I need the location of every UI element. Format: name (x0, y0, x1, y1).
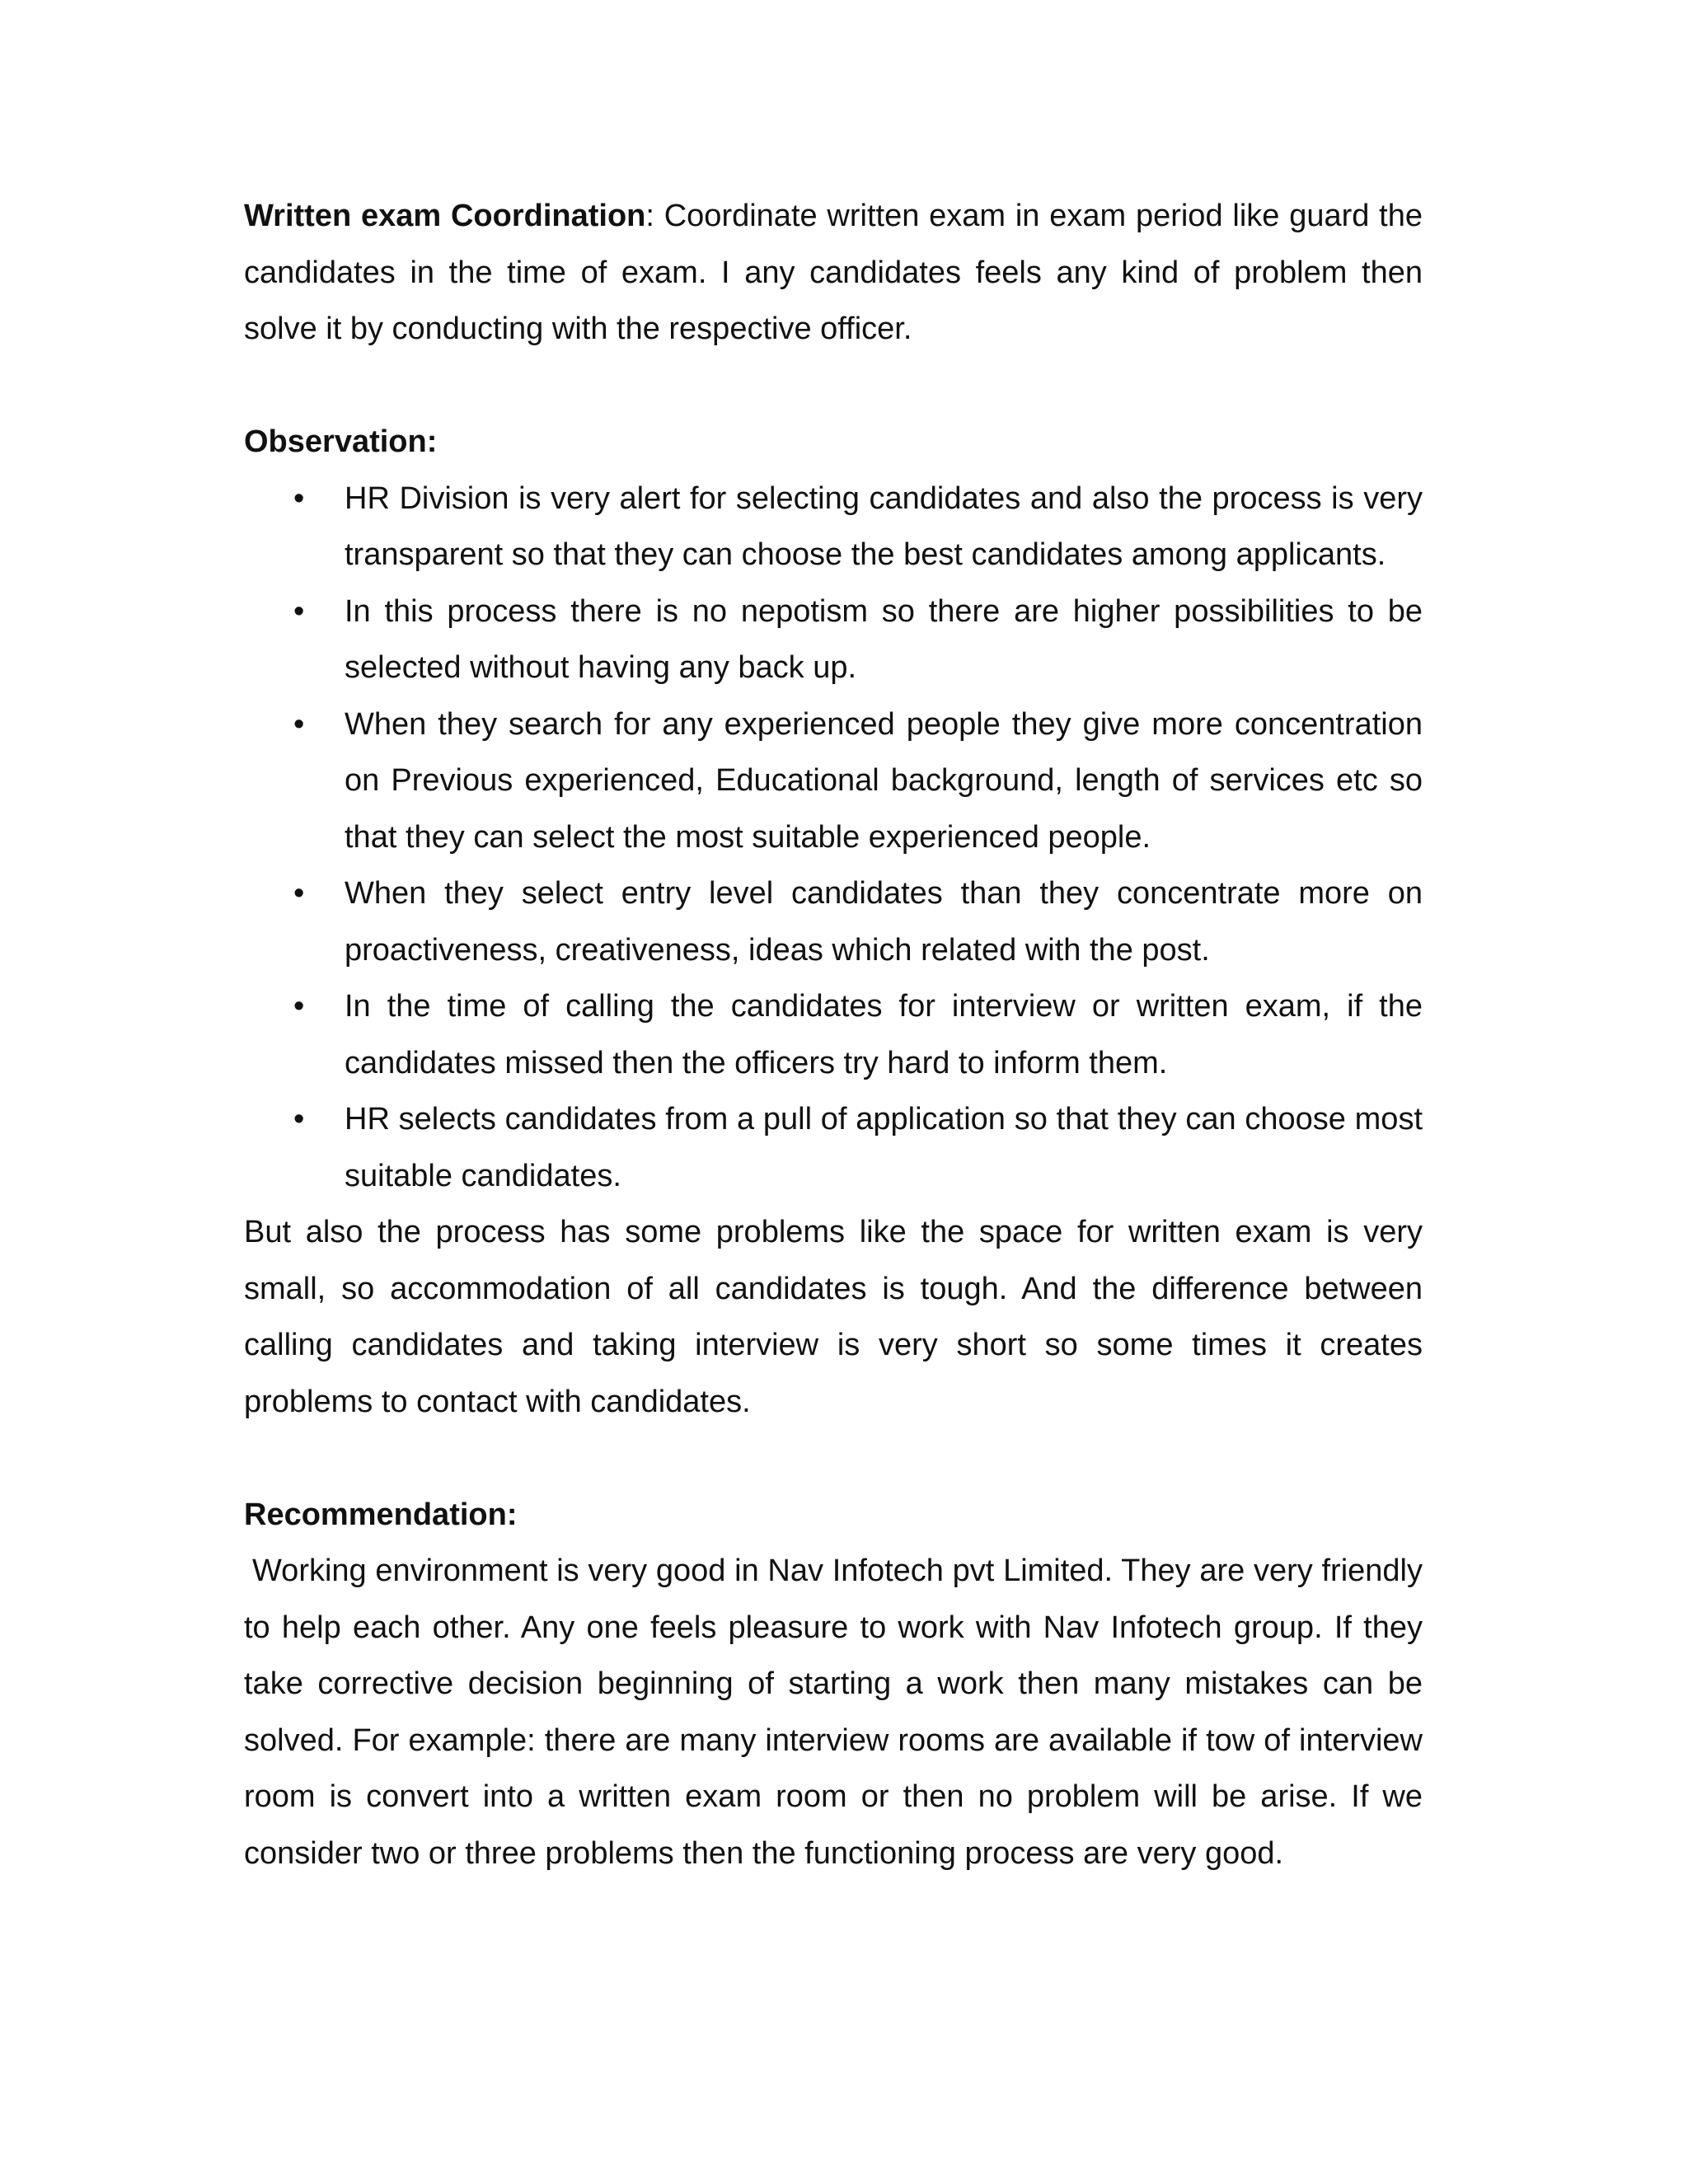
observation-item-6 (244, 1091, 1423, 1204)
bullet-icon: • (293, 480, 305, 516)
bullet-icon: • (293, 989, 305, 1024)
written-exam-separator: : (645, 199, 654, 233)
spacer (244, 358, 1423, 415)
recommendation-heading: Recommendation: (244, 1497, 518, 1532)
written-exam-text: Coordinate written exam in exam period like guard the candidates in the time of exam. I any candidates feels any kind of problem then solve it by conducting with the respective officer. (244, 199, 1423, 346)
bullet-icon: • (293, 706, 305, 742)
observation-list (244, 471, 1423, 1205)
observation-item-5 (244, 978, 1423, 1091)
observation-closing-paragraph: But also the process has some problems like the space for written exam is very small, so accommodation of all candidates is tough. And the difference between calling candidates and taking interview is very short so some times it creates problems to contact with candidates. (244, 1215, 1423, 1419)
document-page (244, 188, 1423, 1882)
observation-item-text: In this process there is no nepotism so there are higher possibilities to be selected without having any back up. (345, 593, 1423, 685)
spacer (244, 1430, 1423, 1487)
observation-item-text: HR Division is very alert for selecting candidates and also the process is very transparent so that they can choose the best candidates among applicants. (345, 480, 1423, 572)
recommendation-paragraph: Working environment is very good in Nav Infotech pvt Limited. They are very friendly to help each other. Any one feels pleasure to work with Nav Infotech group. If they take corrective decision beginning of starting a work then many mistakes can be solved. For example: there are many interview rooms are available if tow of interview room is convert into a written exam room or then no problem will be arise. If we consider two or three problems then the functioning process are very good. (244, 1554, 1423, 1871)
bullet-icon: • (293, 593, 305, 629)
written-exam-paragraph (244, 188, 1423, 358)
observation-item-text: HR selects candidates from a pull of application so that they can choose most suitable candidates. (345, 1102, 1423, 1193)
observation-item-text: In the time of calling the candidates for interview or written exam, if the candidates missed then the officers try hard to inform them. (345, 989, 1423, 1080)
observation-item-4 (244, 865, 1423, 978)
observation-item-text: When they select entry level candidates than they concentrate more on proactiveness, creativeness, ideas which related with the post. (345, 876, 1423, 968)
bullet-icon: • (293, 1102, 305, 1137)
observation-item-2 (244, 583, 1423, 696)
observation-heading: Observation: (244, 424, 438, 459)
written-exam-label: Written exam Coordination (244, 199, 646, 233)
bullet-icon: • (293, 876, 305, 911)
observation-item-text: When they search for any experienced people they give more concentration on Previous experienced, Educational background, length of services etc so that they can select the most suitable experienced people. (345, 706, 1423, 855)
observation-item-1 (244, 471, 1423, 583)
observation-item-3 (244, 696, 1423, 866)
